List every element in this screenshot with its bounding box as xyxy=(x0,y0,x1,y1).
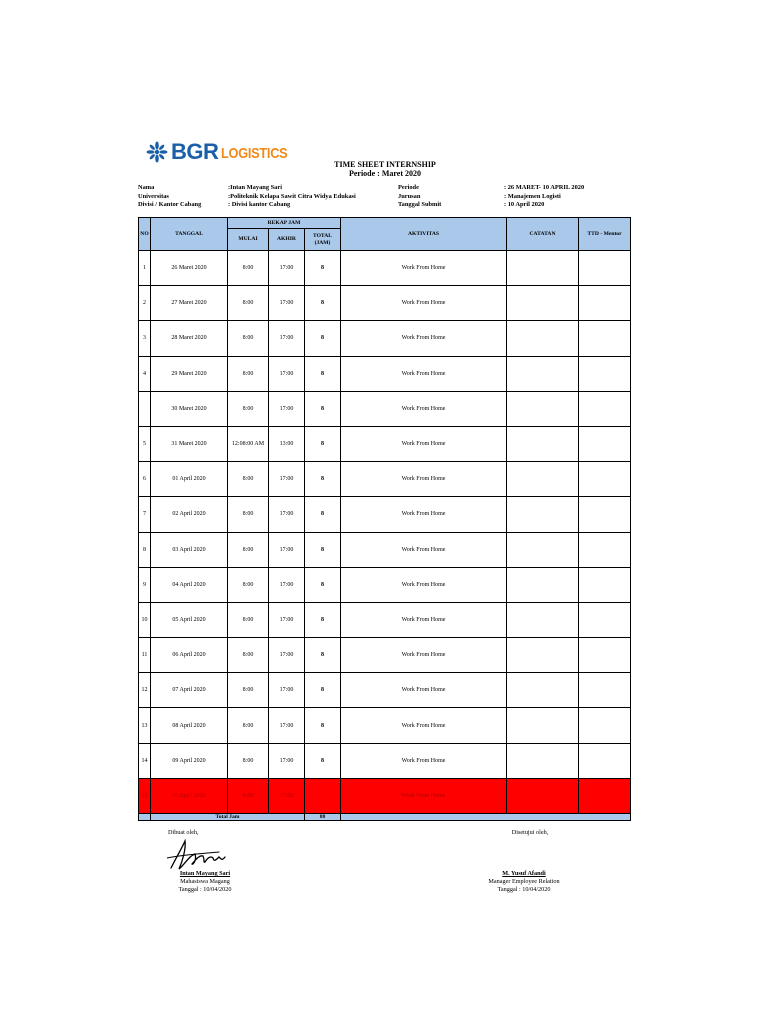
header-ttd-mentor: TTD - Mentor xyxy=(579,218,631,251)
nama-value: :Intan Mayang Sari xyxy=(228,184,282,191)
cell-akhir: 17:00 xyxy=(269,356,305,391)
header-total-line2: (JAM) xyxy=(314,239,331,246)
left-signatory-role: Mahasiswa Magang xyxy=(180,878,230,885)
cell-akhir: 17:00 xyxy=(269,532,305,567)
table-row-highlighted xyxy=(139,778,631,813)
cell-aktivitas: Work From Home xyxy=(341,567,507,602)
periode-value: : 26 MARET- 10 APRIL 2020 xyxy=(504,184,585,191)
cell-catatan xyxy=(507,497,579,532)
cell-mulai: 8:00 xyxy=(228,743,269,778)
cell-tanggal: 01 April 2020 xyxy=(151,462,228,497)
header-aktivitas: AKTIVITAS xyxy=(341,218,507,251)
cell-aktivitas: Work From Home xyxy=(341,602,507,637)
header-total xyxy=(305,229,341,251)
header-no: NO xyxy=(139,218,151,251)
cell-no: 8 xyxy=(139,532,151,567)
cell-total: 8 xyxy=(305,321,341,356)
cell-no: 9 xyxy=(139,567,151,602)
table-row xyxy=(139,743,631,778)
cell-aktivitas: Work From Home xyxy=(341,673,507,708)
table-row xyxy=(139,251,631,286)
header-akhir: AKHIR xyxy=(269,229,305,251)
info-labels-right xyxy=(398,184,441,210)
timesheet-table xyxy=(138,217,631,821)
cell-akhir: 17:00 xyxy=(269,567,305,602)
cell-akhir: 17:00 xyxy=(269,286,305,321)
cell-no: 14 xyxy=(139,743,151,778)
cell-aktivitas: Work From Home xyxy=(341,426,507,461)
cell-total: 8 xyxy=(305,251,341,286)
document-title: TIME SHEET INTERNSHIP xyxy=(334,160,436,169)
cell-akhir: 17:00 xyxy=(269,497,305,532)
table-row xyxy=(139,356,631,391)
cell-tanggal: 05 April 2020 xyxy=(151,602,228,637)
cell-akhir: 17:00 xyxy=(269,778,305,813)
cell-total: 8 xyxy=(305,708,341,743)
cell-total: 8 xyxy=(305,743,341,778)
cell-total: 8 xyxy=(305,426,341,461)
cell-aktivitas: Work From Home xyxy=(341,321,507,356)
cell-ttd xyxy=(579,497,631,532)
cell-mulai: 8:00 xyxy=(228,673,269,708)
cell-mulai: 8:00 xyxy=(228,778,269,813)
cell-total: 8 xyxy=(305,391,341,426)
cell-mulai: 8:00 xyxy=(228,638,269,673)
cell-tanggal: 30 Maret 2020 xyxy=(151,391,228,426)
dibuat-oleh-label: Dibuat oleh, xyxy=(168,829,199,836)
cell-tanggal: 26 Maret 2020 xyxy=(151,251,228,286)
cell-tanggal: 08 April 2020 xyxy=(151,708,228,743)
cell-tanggal: 27 Maret 2020 xyxy=(151,286,228,321)
cell-tanggal: 10 April 2020 xyxy=(151,778,228,813)
total-jam-value: 88 xyxy=(305,814,341,821)
divisi-label: Divisi / Kantor Cabang xyxy=(138,201,202,209)
left-signatory-name: Intan Mayang Sari xyxy=(179,870,231,877)
cell-mulai: 12:08:00 AM xyxy=(228,426,269,461)
cell-total: 8 xyxy=(305,673,341,708)
cell-catatan xyxy=(507,708,579,743)
cell-catatan xyxy=(507,391,579,426)
jurusan-value: : Manajemen Logisti xyxy=(504,192,561,200)
cell-aktivitas: Work From Home xyxy=(341,356,507,391)
cell-aktivitas: Work From Home xyxy=(341,286,507,321)
right-signatory-role: Manager Employee Relation xyxy=(488,878,560,885)
table-row xyxy=(139,462,631,497)
cell-total: 8 xyxy=(305,497,341,532)
cell-akhir: 17:00 xyxy=(269,743,305,778)
cell-total: 8 xyxy=(305,567,341,602)
cell-akhir: 17:00 xyxy=(269,251,305,286)
cell-aktivitas: Work From Home xyxy=(341,778,507,813)
cell-no: 15 xyxy=(139,778,151,813)
total-row-filler xyxy=(341,814,631,821)
cell-catatan xyxy=(507,567,579,602)
cell-tanggal: 03 April 2020 xyxy=(151,532,228,567)
cell-tanggal: 04 April 2020 xyxy=(151,567,228,602)
cell-catatan xyxy=(507,602,579,637)
cell-ttd xyxy=(579,567,631,602)
cell-catatan xyxy=(507,251,579,286)
cell-ttd xyxy=(579,462,631,497)
cell-total: 8 xyxy=(305,602,341,637)
cell-akhir: 17:00 xyxy=(269,708,305,743)
cell-no: 12 xyxy=(139,673,151,708)
logo-logistics-text: LOGISTICS xyxy=(221,145,288,162)
header-total-line1: TOTAL xyxy=(312,233,333,239)
cell-ttd xyxy=(579,251,631,286)
cell-akhir: 17:00 xyxy=(269,638,305,673)
table-row xyxy=(139,673,631,708)
cell-ttd xyxy=(579,286,631,321)
cell-total: 8 xyxy=(305,638,341,673)
cell-catatan xyxy=(507,778,579,813)
cell-aktivitas: Work From Home xyxy=(341,251,507,286)
cell-ttd xyxy=(579,778,631,813)
cell-tanggal: 06 April 2020 xyxy=(151,638,228,673)
table-row xyxy=(139,602,631,637)
cell-ttd xyxy=(579,673,631,708)
cell-aktivitas: Work From Home xyxy=(341,743,507,778)
cell-catatan xyxy=(507,532,579,567)
header-mulai: MULAI xyxy=(228,229,269,251)
total-row-no xyxy=(139,814,151,821)
cell-catatan xyxy=(507,426,579,461)
cell-total: 8 xyxy=(305,462,341,497)
divisi-value: : Divisi kantor Cabang xyxy=(228,201,291,209)
tanggal-submit-value: : 10 April 2020 xyxy=(504,201,545,209)
cell-catatan xyxy=(507,673,579,708)
disetujui-oleh-label: Disetujui oleh, xyxy=(511,829,549,836)
cell-total: 8 xyxy=(305,356,341,391)
cell-akhir: 17:00 xyxy=(269,602,305,637)
cell-mulai: 8:00 xyxy=(228,356,269,391)
cell-no: 6 xyxy=(139,462,151,497)
cell-no: 1 xyxy=(139,251,151,286)
cell-no: 7 xyxy=(139,497,151,532)
cell-catatan xyxy=(507,638,579,673)
cell-mulai: 8:00 xyxy=(228,391,269,426)
table-row xyxy=(139,321,631,356)
cell-mulai: 8:00 xyxy=(228,602,269,637)
cell-catatan xyxy=(507,462,579,497)
cell-aktivitas: Work From Home xyxy=(341,638,507,673)
handwritten-signature xyxy=(167,838,229,874)
cell-tanggal: 29 Maret 2020 xyxy=(151,356,228,391)
cell-no: 4 xyxy=(139,356,151,391)
cell-no xyxy=(139,391,151,426)
cell-tanggal: 02 April 2020 xyxy=(151,497,228,532)
cell-tanggal: 28 Maret 2020 xyxy=(151,321,228,356)
table-row xyxy=(139,286,631,321)
cell-no: 10 xyxy=(139,602,151,637)
universitas-label: Universitas xyxy=(138,192,169,200)
header-rekap-jam: REKAP JAM xyxy=(228,218,341,229)
right-signatory-name: M. Yusuf Afandi xyxy=(502,870,546,877)
info-labels-left xyxy=(138,184,201,210)
total-row xyxy=(139,814,631,821)
cell-mulai: 8:00 xyxy=(228,321,269,356)
cell-akhir: 17:00 xyxy=(269,391,305,426)
cell-ttd xyxy=(579,426,631,461)
cell-total xyxy=(305,778,341,813)
left-signatory xyxy=(150,870,260,894)
cell-tanggal: 31 Maret 2020 xyxy=(151,426,228,461)
cell-mulai: 8:00 xyxy=(228,708,269,743)
cell-akhir: 17:00 xyxy=(269,321,305,356)
cell-mulai: 8:00 xyxy=(228,286,269,321)
cell-akhir: 17:00 xyxy=(269,462,305,497)
table-row xyxy=(139,497,631,532)
cell-mulai: 8:00 xyxy=(228,251,269,286)
cell-no: 2 xyxy=(139,286,151,321)
info-values-right xyxy=(504,184,584,210)
cell-ttd xyxy=(579,532,631,567)
table-row xyxy=(139,426,631,461)
universitas-value: :Politeknik Kelapa Sawit Citra Widya Edukasi xyxy=(228,192,356,200)
cell-ttd xyxy=(579,321,631,356)
table-row xyxy=(139,638,631,673)
cell-no: 3 xyxy=(139,321,151,356)
cell-aktivitas: Work From Home xyxy=(341,532,507,567)
cell-mulai: 8:00 xyxy=(228,497,269,532)
cell-ttd xyxy=(579,743,631,778)
cell-aktivitas: Work From Home xyxy=(341,708,507,743)
cell-ttd xyxy=(579,391,631,426)
cell-catatan xyxy=(507,321,579,356)
cell-no: 11 xyxy=(139,638,151,673)
cell-tanggal: 07 April 2020 xyxy=(151,673,228,708)
jurusan-label: Jurusan xyxy=(398,192,421,200)
cell-mulai: 8:00 xyxy=(228,567,269,602)
tanggal-submit-label: Tanggal Submit xyxy=(398,201,442,209)
table-row xyxy=(139,532,631,567)
cell-ttd xyxy=(579,356,631,391)
total-jam-label: Total Jam xyxy=(151,814,305,821)
header-tanggal: TANGGAL xyxy=(151,218,228,251)
cell-akhir: 17:00 xyxy=(269,673,305,708)
cell-ttd xyxy=(579,602,631,637)
cell-tanggal: 09 April 2020 xyxy=(151,743,228,778)
table-row xyxy=(139,708,631,743)
cell-aktivitas: Work From Home xyxy=(341,462,507,497)
cell-catatan xyxy=(507,286,579,321)
table-row xyxy=(139,391,631,426)
cell-total: 8 xyxy=(305,286,341,321)
logo-bgr-text: BGR xyxy=(171,139,219,164)
header-catatan: CATATAN xyxy=(507,218,579,251)
cell-catatan xyxy=(507,356,579,391)
document-subtitle: Periode : Maret 2020 xyxy=(348,169,422,178)
cell-mulai: 8:00 xyxy=(228,462,269,497)
cell-catatan xyxy=(507,743,579,778)
info-values-left xyxy=(228,184,356,210)
periode-label: Periode xyxy=(398,184,419,191)
cell-aktivitas: Work From Home xyxy=(341,391,507,426)
flower-icon xyxy=(146,141,168,163)
cell-total: 8 xyxy=(305,532,341,567)
cell-ttd xyxy=(579,708,631,743)
cell-ttd xyxy=(579,638,631,673)
cell-no: 13 xyxy=(139,708,151,743)
right-signatory-date: Tanggal : 10/04/2020 xyxy=(497,886,551,893)
right-signatory xyxy=(464,870,584,894)
cell-aktivitas: Work From Home xyxy=(341,497,507,532)
cell-no: 5 xyxy=(139,426,151,461)
cell-akhir: 13:00 xyxy=(269,426,305,461)
cell-mulai: 8:00 xyxy=(228,532,269,567)
nama-label: Nama xyxy=(138,184,155,191)
table-row xyxy=(139,567,631,602)
left-signatory-date: Tanggal : 10/04/2020 xyxy=(178,886,232,893)
